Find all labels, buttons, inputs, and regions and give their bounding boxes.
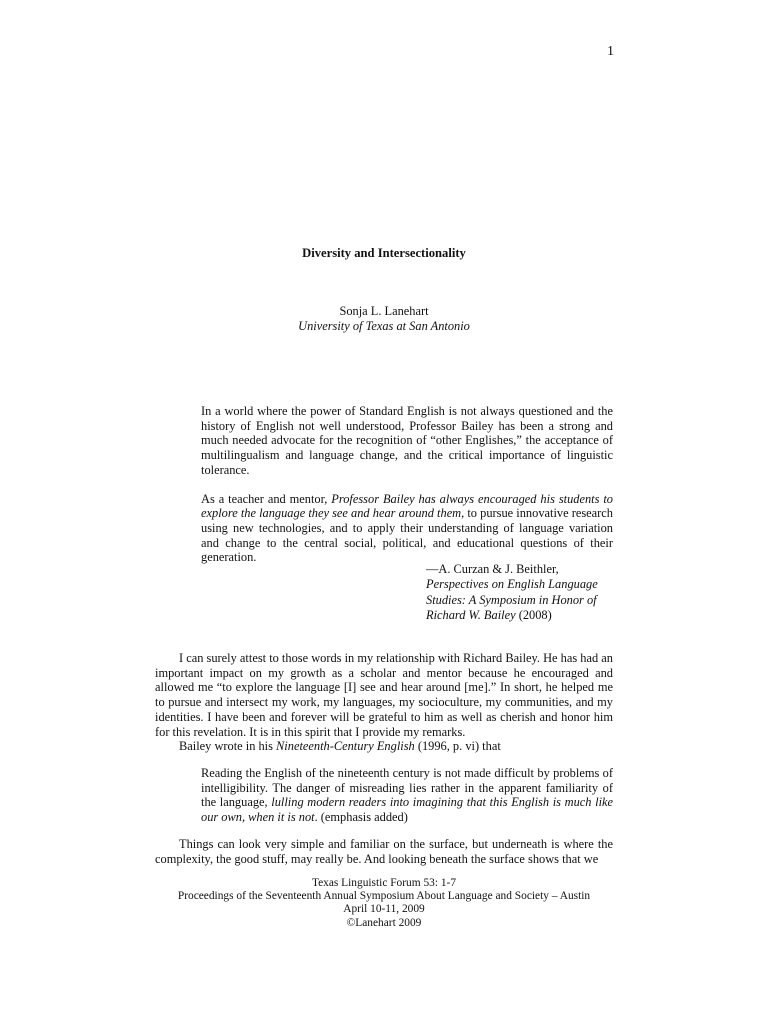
page-footer [0, 877, 768, 930]
body-p2-end: (1996, p. vi) that [414, 739, 501, 754]
attribution-authors: —A. Curzan & J. Beithler, [426, 562, 559, 576]
quote-end: . (emphasis added) [314, 810, 408, 825]
body-text [155, 651, 613, 754]
epigraph-paragraph-2 [201, 492, 613, 566]
block-quote [201, 766, 613, 825]
epigraph-p2-italic: Professor Bailey has always encouraged his students to explore the language they see and hear around them, [201, 491, 614, 521]
paper-title: Diversity and Intersectionality [302, 246, 466, 260]
epigraph-p2-end: to pursue innovative research using new technologies, and to apply their understanding of language variation and change to the central social, political, and educational questions of their generation. [201, 506, 613, 565]
quote-italic: lulling modern readers into imagining that this English is much like our own, when it is not [201, 795, 614, 825]
author-block [0, 304, 768, 334]
epigraph [201, 404, 613, 579]
body-paragraph-2 [155, 739, 613, 754]
attribution-title: Perspectives on English Language Studies: A Symposium in Honor of Richard W. Bailey [426, 577, 598, 622]
footer-date: April 10-11, 2009 [343, 903, 425, 916]
attribution-year: (2008) [515, 607, 552, 622]
page-number: 1 [607, 44, 614, 59]
footer-journal: Texas Linguistic Forum 53: 1-7 [311, 877, 457, 889]
body-text-continued [155, 837, 613, 866]
body-p2-start: Bailey wrote in his [179, 739, 277, 754]
epigraph-attribution [426, 562, 626, 623]
quote-start: Reading the English of the nineteenth century is not made difficult by problems of intelligibility. The danger of misreading lies rather in the apparent familiarity of the language, [201, 766, 613, 810]
attribution-source [426, 577, 626, 623]
author-name: Sonja L. Lanehart [339, 304, 429, 318]
body-p2-italic: Nineteenth-Century English [276, 739, 415, 754]
epigraph-p2-start: As a teacher and mentor, [201, 491, 332, 506]
footer-proceedings: Proceedings of the Seventeenth Annual Symposium About Language and Society – Austin [177, 890, 591, 903]
body-paragraph-1: I can surely attest to those words in my relationship with Richard Bailey. He has had an important impact on my growth as a scholar and mentor because he encouraged and allowed me “to explore the language [I] see and hear around [me].” In short, he helped me to pursue and intersect my work, my languages, my socioculture, my communities, and my identities. I have been and forever will be grateful to him as well as cherish and honor him for this revelation. It is in this spirit that I provide my remarks. [155, 651, 613, 739]
footer-copyright: ©Lanehart 2009 [346, 916, 422, 929]
author-affiliation: University of Texas at San Antonio [298, 319, 470, 333]
body-paragraph-3: Things can look very simple and familiar on the surface, but underneath is where the complexity, the good stuff, may really be. And looking beneath the surface shows that we [155, 837, 613, 866]
epigraph-paragraph-1: In a world where the power of Standard English is not always questioned and the history of English not well understood, Professor Bailey has been a strong and much needed advocate for the recognition of “other Englishes,” the acceptance of multilingualism and language change, and the critical importance of linguistic tolerance. [201, 404, 613, 477]
